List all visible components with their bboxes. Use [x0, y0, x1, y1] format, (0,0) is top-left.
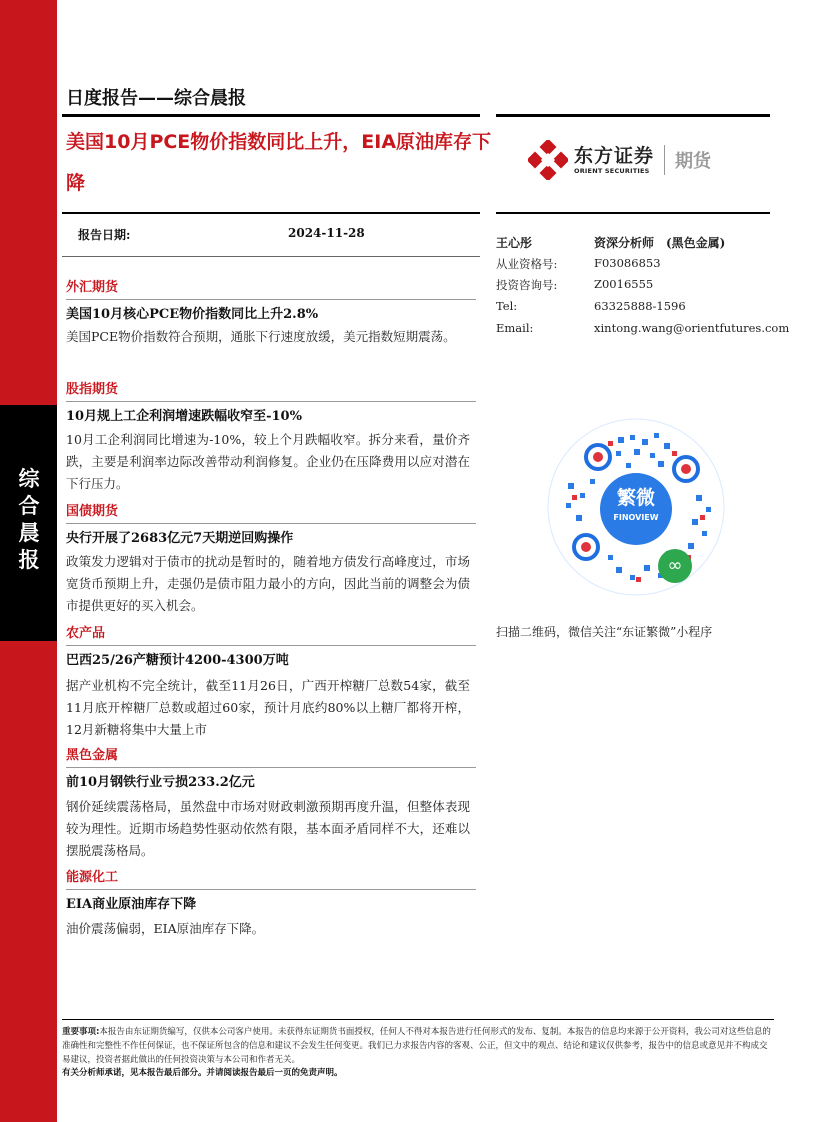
sidebar-label: 综合晨报 — [18, 467, 40, 572]
logo-cn-name: 东方证券 — [574, 145, 655, 167]
date-rule-bottom — [62, 256, 480, 257]
section-subtitle-stock-index: 10月规上工企利润增速跌幅收窄至-10% — [66, 409, 302, 424]
section-body-ferrous: 钢价延续震荡格局，虽然盘中市场对财政刺激预期再度升温，但整体表现较为理性。近期市场趋势性驱动依然有限，基本面矛盾同样不大，还难以摆脱震荡格局。 — [66, 799, 470, 858]
report-date-value: 2024-11-28 — [288, 226, 365, 240]
qr-center-cn: 繁微 — [616, 487, 655, 509]
analyst-consult-label: 投资咨询号: — [496, 278, 558, 292]
footer-rule — [62, 1019, 774, 1020]
section-body-stock-index: 10月工企利润同比增速为-10%，较上个月跌幅收窄。拆分来看，量价齐跌，主要是利润率边际改善带动利润修复。企业仍在压降费用以应对潜在下行压力。 — [66, 432, 470, 491]
section-subtitle-energy: EIA商业原油库存下降 — [66, 897, 197, 912]
orient-logo-icon — [528, 140, 568, 180]
section-subtitle-bond: 央行开展了2683亿元7天期逆回购操作 — [66, 531, 294, 546]
analyst-name: 王心彤 — [496, 236, 533, 250]
analyst-title: 资深分析师 (黑色金属) — [594, 236, 726, 250]
mini-program-icon: ∞ — [658, 549, 692, 583]
analyst-rule-top — [496, 212, 770, 214]
analyst-qual-label: 从业资格号: — [496, 257, 558, 271]
analyst-tel-label: Tel: — [496, 299, 518, 313]
report-type: 日度报告——综合晨报 — [66, 88, 246, 109]
logo-futures: 期货 — [675, 151, 712, 172]
header-rule-right — [496, 114, 770, 117]
analyst-email-value: xintong.wang@orientfutures.com — [594, 321, 790, 335]
report-date-label: 报告日期: — [78, 228, 131, 242]
section-subtitle-agri: 巴西25/26产糖预计4200-4300万吨 — [66, 653, 289, 668]
analyst-qual-value: F03086853 — [594, 256, 661, 270]
date-rule-top — [62, 212, 480, 214]
analyst-tel-value: 63325888-1596 — [594, 299, 686, 313]
logo-divider — [664, 145, 665, 175]
analyst-consult-value: Z0016555 — [594, 277, 654, 291]
analyst-promise-note: 有关分析师承诺，见本报告最后部分。并请阅读报告最后一页的免责声明。 — [62, 1068, 343, 1078]
analyst-email-label: Email: — [496, 321, 534, 335]
qr-code[interactable] — [546, 417, 726, 597]
company-logo — [528, 140, 711, 180]
section-body-agri: 据产业机构不完全统计，截至11月26日，广西开榨糖厂总数54家，截至11月底开榨糖厂总数或超过60家，预计月底约80%以上糖厂都将开榨，12月新糖将集中大量上市 — [66, 678, 470, 737]
section-body-bond: 政策发力逻辑对于债市的扰动是暂时的，随着地方债发行高峰度过，市场宽货币预期上升，走强仍是债市阻力最小的方向，因此当前的调整会为债市提供更好的买入机会。 — [66, 554, 470, 613]
section-title-agri: 农产品 — [66, 622, 476, 646]
section-subtitle-fx: 美国10月核心PCE物价指数同比上升2.8% — [66, 307, 319, 322]
logo-en-name: ORIENT SECURITIES — [574, 167, 650, 175]
header-rule-left — [62, 114, 480, 117]
section-body-energy: 油价震荡偏弱，EIA原油库存下降。 — [66, 921, 265, 936]
disclaimer — [62, 1025, 774, 1067]
section-title-energy: 能源化工 — [66, 866, 476, 890]
qr-caption: 扫描二维码，微信关注“东证繁微”小程序 — [496, 625, 713, 639]
section-subtitle-ferrous: 前10月钢铁行业亏损233.2亿元 — [66, 775, 255, 790]
qr-center-en: FINOVIEW — [613, 513, 659, 522]
section-title-stock-index: 股指期货 — [66, 378, 476, 402]
section-body-fx: 美国PCE物价指数符合预期，通胀下行速度放缓，美元指数短期震荡。 — [66, 329, 456, 344]
section-title-ferrous: 黑色金属 — [66, 744, 476, 768]
section-title-bond: 国债期货 — [66, 500, 476, 524]
disclaimer-text: 本报告由东证期货编写，仅供本公司客户使用。未获得东证期货书面授权，任何人不得对本报告进行任何形式的发布、复制。本报告的信息均来源于公开资料，我公司对这些信息的准确性和完整性不作任何保证，也不保证所包含的信息和建议不会发生任何变更。我们已力求报告内容的客观、公正，但文中的观点、结论和建议仅供参考，报告中的信息或意见并不构成交易建议，投资者据此做出的任何投资决策与本公司和作者无关。 — [62, 1027, 771, 1065]
headline: 美国10月PCE物价指数同比上升，EIA原油库存下降 — [66, 131, 492, 194]
section-title-fx: 外汇期货 — [66, 276, 476, 300]
disclaimer-label: 重要事项: — [62, 1027, 100, 1037]
